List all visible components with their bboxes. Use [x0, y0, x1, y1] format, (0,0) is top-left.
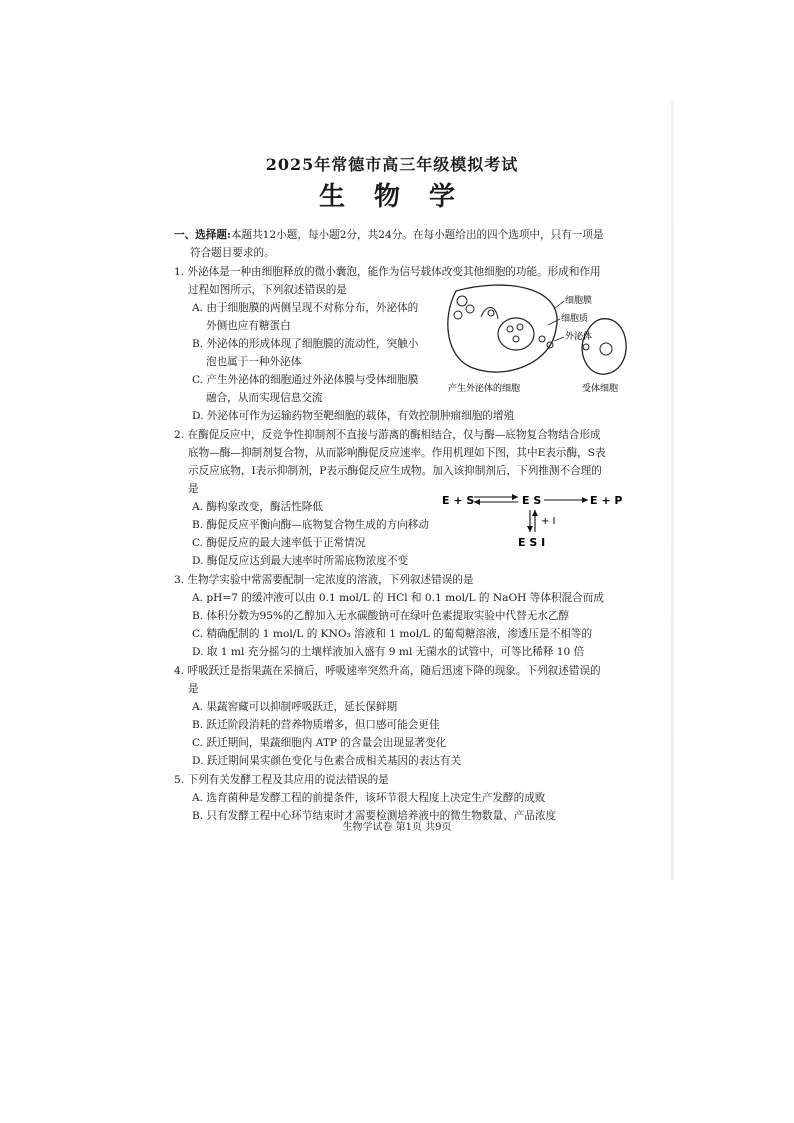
option-c: C. 跃迁期间，果蔬细胞内 ATP 的含量会出现显著变化	[192, 737, 447, 749]
section-instructions	[174, 226, 610, 262]
producing-cell-outline	[448, 285, 557, 372]
option-d: D. 取 1 ml 充分摇匀的土壤样液加入盛有 9 ml 无菌水的试管中，可等比稀释 10 倍	[192, 646, 585, 658]
question-stem: 1. 外泌体是一种由细胞释放的微小囊泡，能作为信号载体改变其他细胞的功能。形成和作用过程如图所示，下列叙述错误的是	[174, 266, 601, 296]
section-label: 一、选择题:	[174, 229, 231, 241]
question-3	[174, 571, 610, 661]
question-5	[174, 771, 610, 825]
scan-shadow	[671, 100, 674, 880]
exosome	[539, 336, 545, 342]
option-a: A. 果蔬窖藏可以抑制呼吸跃迁，延长保鲜期	[192, 701, 398, 713]
option-b: B. 只有发酵工程中心环节结束时才需要检测培养液中的微生物数量、产品浓度	[192, 810, 557, 822]
vesicle	[513, 336, 519, 342]
label-plus-i: + I	[541, 516, 556, 527]
option-b: B. 跃迁阶段消耗的营养物质增多，但口感可能会更佳	[192, 719, 440, 731]
question-2	[174, 426, 622, 570]
enzyme-mechanism-figure	[442, 490, 622, 550]
page-footer: 生物学试卷 第1页 共9页	[342, 822, 452, 833]
label-exosome: 外泌体	[565, 332, 593, 342]
leader-line	[554, 337, 564, 341]
label-receptor-cell: 受体细胞	[582, 384, 619, 394]
subject-title: 生 物 学	[318, 182, 466, 212]
exosome	[583, 344, 589, 350]
option-d: D. 外泌体可作为运输药物至靶细胞的载体，有效控制肿瘤细胞的增殖	[192, 410, 515, 422]
label-es: E S	[522, 494, 542, 507]
option-a: A. 酶构象改变，酶活性降低	[192, 501, 323, 513]
leader-line	[548, 319, 560, 325]
label-e-plus-p: E + P	[590, 494, 622, 507]
section-text: 本题共12小题，每小题2分，共24分。在每小题给出的四个选项中，只有一项是符合题目要求的。	[190, 229, 604, 259]
option-c: C. 酶促反应的最大速率低于正常情况	[192, 537, 366, 549]
vesicle	[517, 324, 523, 330]
arrow-head	[512, 494, 518, 500]
question-1	[174, 263, 619, 425]
multivesicular-body	[498, 318, 534, 350]
exosome-figure	[436, 279, 632, 397]
option-a: A. 选育菌种是发酵工程的前提条件，该环节很大程度上决定生产发酵的成败	[192, 792, 546, 804]
label-producing-cell: 产生外泌体的细胞	[448, 384, 521, 394]
receptor-nucleus	[600, 343, 612, 355]
label-esi: E S I	[518, 536, 546, 549]
arrow-head	[527, 526, 533, 532]
exam-title: 2025年常德市高三年级模拟考试	[265, 155, 519, 174]
label-e-plus-s: E + S	[442, 494, 475, 507]
question-stem: 3. 生物学实验中常需要配制一定浓度的溶液，下列叙述错误的是	[174, 574, 474, 586]
exam-page	[174, 150, 622, 825]
option-d: D. 跃迁期间果实颜色变化与色素合成相关基因的表达有关	[192, 755, 462, 767]
question-4	[174, 662, 610, 770]
arrow-head	[582, 497, 588, 503]
vesicle	[488, 310, 494, 316]
label-cell-membrane: 细胞膜	[565, 296, 593, 306]
option-d: D. 酶促反应达到最大速率时所需底物浓度不变	[192, 555, 409, 567]
option-a: A. 由于细胞膜的两侧呈现不对称分布，外泌体的外侧也应有糖蛋白	[192, 302, 419, 332]
label-cytoplasm: 细胞质	[561, 314, 589, 324]
vesicle	[466, 305, 474, 313]
option-b: B. 外泌体的形成体现了细胞膜的流动性，突触小泡也属于一种外泌体	[192, 338, 419, 368]
vesicle	[457, 296, 467, 306]
question-stem: 5. 下列有关发酵工程及其应用的说法错误的是	[174, 774, 389, 786]
leader-line	[554, 301, 564, 309]
option-b: B. 酶促反应平衡向酶—底物复合物生成的方向移动	[192, 519, 429, 531]
option-b: B. 体积分数为95%的乙醇加入无水碳酸钠可在绿叶色素提取实验中代替无水乙醇	[192, 610, 570, 622]
question-stem: 2. 在酶促反应中，反竞争性抑制剂不直接与游离的酶相结合，仅与酶—底物复合物结合形成底物—酶—抑制剂复合物，从而影响酶促反应速率。作用机理如下图，其中E表示酶，S表示反应底物，I表示抑制剂，P表示酶促反应生成物。加入该抑制剂后，下列推测不合理的是	[174, 429, 606, 495]
vesicle	[507, 326, 513, 332]
question-stem: 4. 呼吸跃迁是指果蔬在采摘后，呼吸速率突然升高，随后迅速下降的现象。下列叙述错误的是	[174, 665, 601, 695]
budding-membrane	[481, 307, 498, 319]
arrow-head	[474, 499, 480, 505]
option-c: C. 精确配制的 1 mol/L 的 KNO₃ 溶液和 1 mol/L 的葡萄糖溶液，渗透压是不相等的	[192, 628, 593, 640]
vesicle	[454, 311, 462, 319]
arrow-head	[532, 510, 538, 516]
option-a: A. pH=7 的缓冲液可以由 0.1 mol/L 的 HCl 和 0.1 mol/L 的 NaOH 等体积混合而成	[192, 592, 604, 604]
option-c: C. 产生外泌体的细胞通过外泌体膜与受体细胞膜融合，从而实现信息交流	[192, 374, 419, 404]
